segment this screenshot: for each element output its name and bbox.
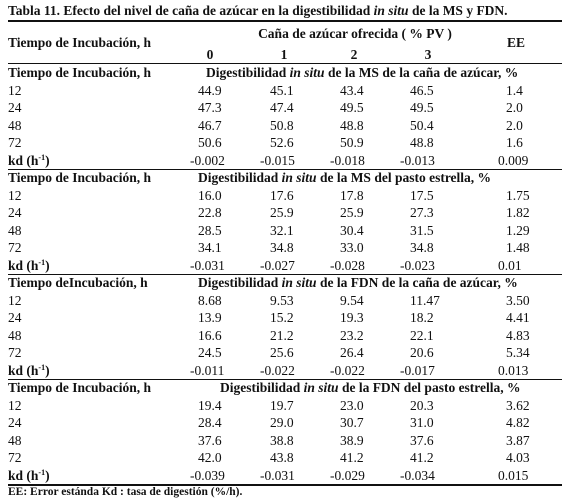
table-cell-ee: 1.48 (506, 240, 530, 256)
table-cell: 50.8 (270, 117, 294, 133)
table-cell-ee: 3.62 (506, 397, 530, 413)
table-cell-ee: 3.87 (506, 432, 530, 448)
kd-cell: -0.028 (330, 258, 365, 273)
section-title-text: de la MS de la caña de azúcar, % (324, 65, 519, 80)
row-label-hour: 12 (8, 292, 22, 308)
kd-label-close: ) (45, 468, 50, 483)
table-cell: 31.5 (410, 222, 434, 238)
table-cell: 20.6 (410, 345, 434, 361)
table-cell: 17.6 (270, 187, 294, 203)
kd-cell-ee: 0.01 (498, 258, 522, 273)
table-cell: 22.8 (198, 205, 222, 221)
table-cell: 46.7 (198, 117, 222, 133)
kd-label-text: kd (h (8, 258, 39, 273)
row-label-hour: 72 (8, 345, 22, 361)
table-cell: 30.7 (340, 415, 364, 431)
table-cell: 15.2 (270, 310, 294, 326)
section-title-text: Digestibilidad (198, 275, 282, 290)
kd-label-text: kd (h (8, 363, 39, 378)
table-cell: 28.4 (198, 415, 222, 431)
kd-cell-ee: 0.015 (498, 468, 529, 483)
table-cell-ee: 4.83 (506, 327, 530, 343)
table-cell-ee: 4.03 (506, 450, 530, 466)
table-cell: 29.0 (270, 415, 294, 431)
section-row-label: Tiempo de Incubación, h (8, 380, 152, 395)
header-rule (8, 63, 562, 64)
table-cell: 9.53 (270, 292, 294, 308)
section-row-label: Tiempo deIncubación, h (8, 275, 148, 290)
table-cell: 17.5 (410, 187, 434, 203)
table-cell: 41.2 (340, 450, 364, 466)
table-cell-ee: 1.4 (506, 82, 523, 98)
section-title-italic: in situ (281, 275, 317, 290)
header-column-1: 1 (280, 47, 288, 62)
section-title-text: de la MS del pasto estrella, % (316, 170, 492, 185)
table-cell: 48.8 (410, 135, 434, 151)
table-cell: 23.2 (340, 327, 364, 343)
table-cell: 19.7 (270, 397, 294, 413)
table-cell: 21.2 (270, 327, 294, 343)
kd-label-text: kd (h (8, 468, 39, 483)
table-cell: 11.47 (410, 292, 440, 308)
header-column-0: 0 (206, 47, 214, 62)
table-cell: 25.9 (270, 205, 294, 221)
section-title (220, 381, 521, 395)
table-cell: 24.5 (198, 345, 222, 361)
kd-cell: -0.018 (330, 153, 365, 168)
row-label-hour: 24 (8, 100, 22, 116)
table-cell: 19.4 (198, 397, 222, 413)
table-cell: 49.5 (410, 100, 434, 116)
table-cell: 23.0 (340, 397, 364, 413)
table-cell: 50.6 (198, 135, 222, 151)
table-cell: 27.3 (410, 205, 434, 221)
kd-cell: -0.031 (260, 468, 295, 483)
kd-cell: -0.022 (330, 363, 365, 378)
table-cell: 37.6 (410, 432, 434, 448)
table-cell: 48.8 (340, 117, 364, 133)
row-label-hour: 72 (8, 240, 22, 256)
section-row-label: Tiempo de Incubación, h (8, 65, 152, 80)
caption-text-start: Tabla 11. Efecto del nivel de caña de azúcar en la digestibilidad (8, 3, 374, 18)
caption-text-end: de la MS y FDN. (408, 3, 508, 18)
kd-cell-ee: 0.013 (498, 363, 529, 378)
table-cell: 8.68 (198, 292, 222, 308)
kd-row-label (8, 364, 50, 378)
table-cell: 41.2 (410, 450, 434, 466)
kd-row-label (8, 469, 50, 483)
table-cell-ee: 2.0 (506, 100, 523, 116)
top-rule (8, 20, 562, 22)
row-label-hour: 12 (8, 187, 22, 203)
kd-cell: -0.011 (190, 363, 225, 378)
kd-cell: -0.013 (400, 153, 435, 168)
table-cell-ee: 4.41 (506, 310, 530, 326)
section-row-label: Tiempo de Incubación, h (8, 170, 152, 185)
kd-cell: -0.034 (400, 468, 435, 483)
table-cell-ee: 1.6 (506, 135, 523, 151)
section-title-text: Digestibilidad (206, 65, 290, 80)
section-title-text: Digestibilidad (198, 170, 282, 185)
kd-cell: -0.031 (190, 258, 225, 273)
kd-cell: -0.023 (400, 258, 435, 273)
table-cell: 42.0 (198, 450, 222, 466)
header-row-label: Tiempo de Incubación, h (8, 35, 152, 50)
section-title-italic: in situ (303, 380, 339, 395)
kd-cell: -0.039 (190, 468, 225, 483)
kd-cell: -0.015 (260, 153, 295, 168)
table-cell: 44.9 (198, 82, 222, 98)
section-title (206, 66, 518, 80)
row-label-hour: 72 (8, 450, 22, 466)
kd-cell: -0.027 (260, 258, 295, 273)
kd-label-close: ) (45, 363, 50, 378)
table-cell: 13.9 (198, 310, 222, 326)
section-title-text: de la FDN de la caña de azúcar, % (316, 275, 518, 290)
table-cell: 16.6 (198, 327, 222, 343)
table-cell-ee: 4.82 (506, 415, 530, 431)
table-cell: 19.3 (340, 310, 364, 326)
table-cell-ee: 2.0 (506, 117, 523, 133)
row-label-hour: 24 (8, 205, 22, 221)
table-cell: 16.0 (198, 187, 222, 203)
table-cell: 46.5 (410, 82, 434, 98)
table-cell: 49.5 (340, 100, 364, 116)
row-label-hour: 48 (8, 117, 22, 133)
caption-text-italic: in situ (373, 3, 409, 18)
table-cell: 50.9 (340, 135, 364, 151)
kd-cell-ee: 0.009 (498, 153, 529, 168)
kd-label-superscript: -1 (38, 468, 46, 477)
row-label-hour: 48 (8, 222, 22, 238)
row-label-hour: 48 (8, 327, 22, 343)
header-column-3: 3 (424, 47, 432, 62)
table-cell: 45.1 (270, 82, 294, 98)
table-cell: 47.4 (270, 100, 294, 116)
table-cell: 34.1 (198, 240, 222, 256)
kd-cell: -0.022 (260, 363, 295, 378)
table-cell: 25.9 (340, 205, 364, 221)
table-cell: 47.3 (198, 100, 222, 116)
table-footnote: EE: Error estánda Kd : tasa de digestión (%/h). (8, 486, 243, 498)
header-group-label: Caña de azúcar ofrecida ( % PV ) (258, 26, 452, 41)
header-column-2: 2 (350, 47, 358, 62)
table-cell: 38.9 (340, 432, 364, 448)
table-caption (8, 4, 508, 18)
row-label-hour: 72 (8, 135, 22, 151)
section-title (198, 171, 491, 185)
table-cell: 28.5 (198, 222, 222, 238)
kd-label-superscript: -1 (38, 363, 46, 372)
table-cell: 32.1 (270, 222, 294, 238)
table-cell: 34.8 (270, 240, 294, 256)
kd-cell: -0.002 (190, 153, 225, 168)
table-cell: 52.6 (270, 135, 294, 151)
table-cell: 17.8 (340, 187, 364, 203)
row-label-hour: 48 (8, 432, 22, 448)
row-label-hour: 24 (8, 415, 22, 431)
table-cell: 50.4 (410, 117, 434, 133)
section-title (198, 276, 518, 290)
table-cell: 30.4 (340, 222, 364, 238)
table-cell-ee: 3.50 (506, 292, 530, 308)
kd-label-text: kd (h (8, 153, 39, 168)
kd-row-label (8, 259, 50, 273)
row-label-hour: 12 (8, 82, 22, 98)
row-label-hour: 24 (8, 310, 22, 326)
table-cell: 26.4 (340, 345, 364, 361)
section-title-text: Digestibilidad (220, 380, 304, 395)
kd-row-label (8, 154, 50, 168)
kd-label-close: ) (45, 153, 50, 168)
header-ee: EE (506, 35, 525, 50)
table-cell: 43.8 (270, 450, 294, 466)
kd-label-superscript: -1 (38, 258, 46, 267)
row-label-hour: 12 (8, 397, 22, 413)
section-title-text: de la FDN del pasto estrella, % (338, 380, 521, 395)
table-cell-ee: 5.34 (506, 345, 530, 361)
table-cell: 38.8 (270, 432, 294, 448)
kd-cell: -0.017 (400, 363, 435, 378)
table-cell: 25.6 (270, 345, 294, 361)
table-cell: 18.2 (410, 310, 434, 326)
section-title-italic: in situ (281, 170, 317, 185)
table-cell-ee: 1.75 (506, 187, 530, 203)
table-cell: 9.54 (340, 292, 364, 308)
table-cell: 34.8 (410, 240, 434, 256)
table-cell: 33.0 (340, 240, 364, 256)
table-cell: 37.6 (198, 432, 222, 448)
table-cell-ee: 1.82 (506, 205, 530, 221)
section-title-italic: in situ (289, 65, 325, 80)
table-cell: 31.0 (410, 415, 434, 431)
kd-label-superscript: -1 (38, 153, 46, 162)
kd-cell: -0.029 (330, 468, 365, 483)
table-cell: 22.1 (410, 327, 434, 343)
kd-label-close: ) (45, 258, 50, 273)
table-cell-ee: 1.29 (506, 222, 530, 238)
table-cell: 43.4 (340, 82, 364, 98)
table-cell: 20.3 (410, 397, 434, 413)
